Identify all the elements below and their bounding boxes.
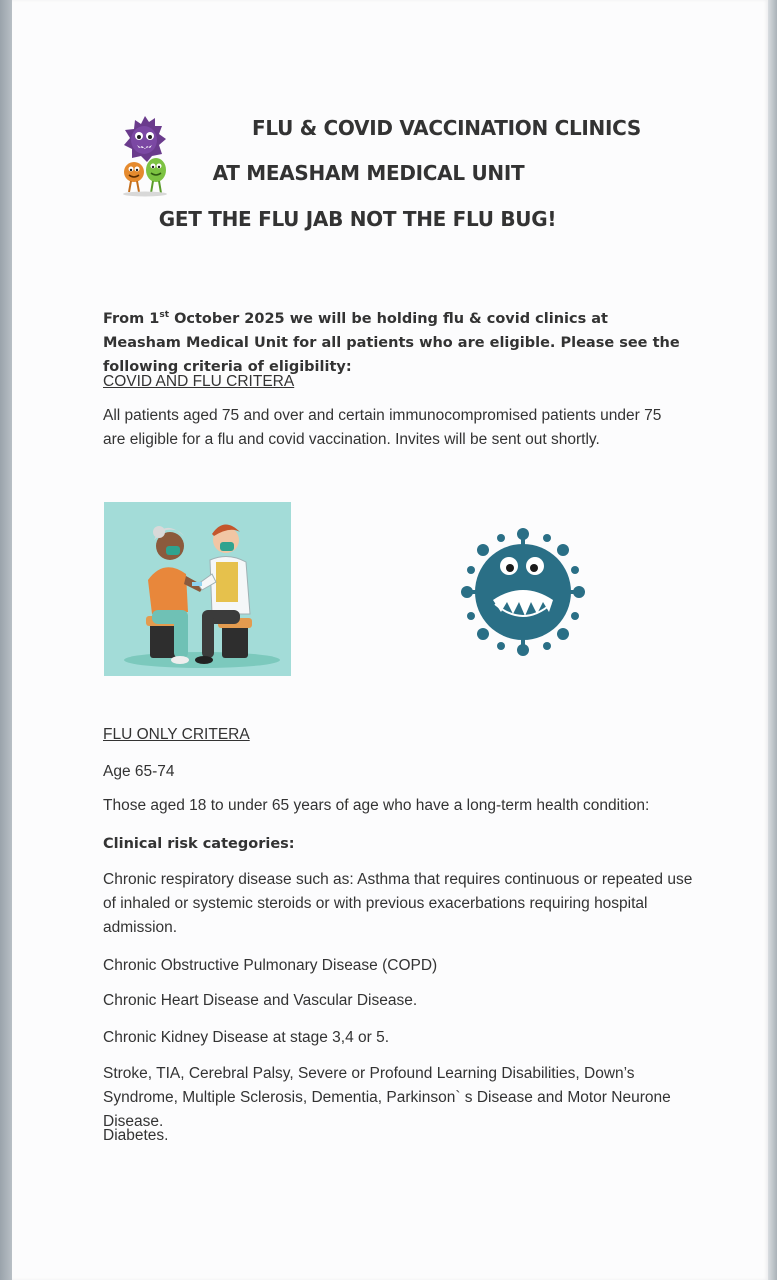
vaccination-illustration [104, 502, 291, 676]
risk-item-heart: Chronic Heart Disease and Vascular Disease. [103, 992, 418, 1009]
risk-item-neurological: Stroke, TIA, Cerebral Palsy, Severe or Profound Learning Disabilities, Down’s Syndrome, Multiple Sclerosis, Dementia, Parkinson` s Disease and Motor Neurone Disease. [103, 1065, 671, 1130]
virus-monster-icon [459, 520, 587, 660]
age-range-text: Age 65-74 [103, 763, 175, 780]
title-line-2: AT MEASHAM MEDICAL UNIT [212, 161, 525, 185]
scan-edge-left [0, 0, 12, 1280]
risk-item-respiratory: Chronic respiratory disease such as: Asthma that requires continuous or repeated use of inhaled or systemic steroids or with previous exacerbations requiring hospital admission. [103, 871, 693, 936]
intro-superscript: st [159, 310, 170, 321]
covid-flu-criteria-heading: COVID AND FLU CRITERA [103, 373, 295, 390]
risk-item-diabetes: Diabetes. [103, 1127, 169, 1144]
scan-edge-right [768, 0, 777, 1280]
risk-item-copd: Chronic Obstructive Pulmonary Disease (COPD) [103, 957, 438, 974]
long-term-condition-text: Those aged 18 to under 65 years of age who have a long-term health condition: [103, 797, 650, 814]
risk-item-kidney: Chronic Kidney Disease at stage 3,4 or 5. [103, 1029, 390, 1046]
title-line-3: GET THE FLU JAB NOT THE FLU BUG! [158, 207, 557, 231]
flu-only-criteria-heading: FLU ONLY CRITERA [103, 726, 250, 743]
intro-text-start: From 1 [103, 311, 160, 327]
covid-flu-criteria-text: All patients aged 75 and over and certain immunocompromised patients under 75 are eligible for a flu and covid vaccination. Invites will be sent out shortly. [103, 407, 662, 448]
intro-text-end: October 2025 we will be holding flu & covid clinics at Measham Medical Unit for all patients who are eligible. Please see the following criteria of eligibility: [103, 311, 680, 375]
clinical-risk-heading: Clinical risk categories: [103, 836, 295, 852]
intro-paragraph [103, 307, 683, 379]
title-line-1: FLU & COVID VACCINATION CLINICS [252, 116, 641, 140]
